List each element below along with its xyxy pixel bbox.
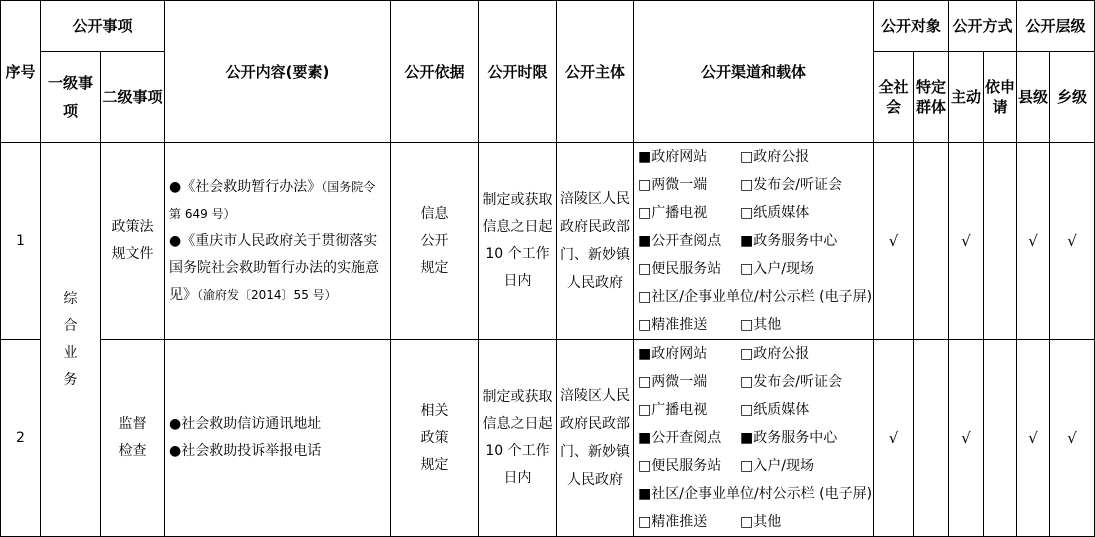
tier-township-mark: √ [1050,340,1095,537]
channel-option: □两微一端 [638,177,708,193]
header-content: 公开内容(要素) [165,1,391,143]
level1-category-text: 综合业务 [63,290,78,388]
header-method-active: 主动 [949,52,984,143]
basis-cell [391,143,479,340]
level2-item [101,340,165,537]
header-time-limit: 公开时限 [479,1,557,143]
tier-county-mark: √ [1017,143,1050,340]
channel-row [638,396,871,424]
channel-option: □社区/企事业单位/村公示栏 (电子屏) [638,289,873,305]
method-active-mark: √ [949,143,984,340]
channel-row [638,227,871,255]
channels-cell [634,340,874,537]
subject-text: 涪陵区人民政府民政部门、新妙镇人民政府 [560,191,631,291]
channel-row [638,199,871,227]
header-target-specific: 特定群体 [914,52,949,143]
channel-option: □入户/现场 [740,261,814,277]
channel-option: ■公开查阅点 [638,430,722,446]
channel-row [638,424,871,452]
content-cell [165,143,391,340]
channel-option: □精准推送 [638,317,708,333]
channel-row [638,311,871,339]
content-doc: ●《社会救助暂行办法》 [169,178,322,195]
content-item [169,174,386,228]
channel-option: □政府公报 [740,149,810,165]
time-limit-cell [479,143,557,340]
basis-text: 信息公开规定 [420,205,449,276]
header-tier-county: 县级 [1017,52,1050,143]
subject-text: 涪陵区人民政府民政部门、新妙镇人民政府 [560,388,631,488]
content-doc: ●《重庆市人民政府关于贯彻落实国务院社会救助暂行办法的实施意见》 [169,232,380,303]
basis-cell [391,340,479,537]
channel-option: □便民服务站 [638,458,722,474]
channel-option: □两微一端 [638,374,708,390]
header-level2: 二级事项 [101,52,165,143]
channel-option: □发布会/听证会 [740,177,842,193]
channel-option: □政府公报 [740,346,810,362]
channel-option: □广播电视 [638,402,708,418]
channel-option: □其他 [740,317,782,333]
row-seq: 2 [1,340,41,537]
content-item [169,411,386,438]
content-note: （国务院令第 649 号） [169,179,376,221]
channel-row [638,340,871,368]
target-specific-mark [914,143,949,340]
channel-option: □便民服务站 [638,261,722,277]
header-subject: 公开主体 [557,1,634,143]
content-note: （渝府发〔2014〕55 号） [197,287,337,302]
channel-option: ■政务服务中心 [740,233,838,249]
channel-option: ■政府网站 [638,149,708,165]
method-apply-mark [984,143,1017,340]
level1-category [41,143,101,537]
method-active-mark: √ [949,340,984,537]
header-tier: 公开层级 [1017,1,1095,52]
header-tier-township: 乡级 [1050,52,1095,143]
tier-county-mark: √ [1017,340,1050,537]
channel-option: □入户/现场 [740,458,814,474]
method-apply-mark [984,340,1017,537]
channel-row [638,171,871,199]
header-disclosure-item: 公开事项 [41,1,165,52]
channel-row [638,255,871,283]
table-row [1,340,1095,537]
channel-option: ■社区/企事业单位/村公示栏 (电子屏) [638,486,873,502]
header-level1: 一级事项 [41,52,101,143]
channel-option: □广播电视 [638,205,708,221]
channel-option: ■政府网站 [638,346,708,362]
channel-option: ■公开查阅点 [638,233,722,249]
channel-row [638,508,871,536]
table-row [1,143,1095,340]
tier-township-mark: √ [1050,143,1095,340]
target-specific-mark [914,340,949,537]
channel-row [638,368,871,396]
channel-option: □其他 [740,514,782,530]
content-doc: ●社会救助信访通讯地址 [169,416,322,432]
header-target: 公开对象 [874,1,949,52]
channel-option: □发布会/听证会 [740,374,842,390]
basis-text: 相关政策规定 [420,402,449,473]
channel-option: ■政务服务中心 [740,430,838,446]
channels-cell [634,143,874,340]
target-all-mark: √ [874,340,914,537]
header-method: 公开方式 [949,1,1017,52]
content-item [169,228,386,309]
subject-cell [557,143,634,340]
header-channels: 公开渠道和载体 [634,1,874,143]
content-item [169,438,386,465]
time-limit-text: 制定或获取信息之日起 10 个工作日内 [482,389,553,486]
content-cell [165,340,391,537]
header-target-all: 全社会 [874,52,914,143]
row-seq: 1 [1,143,41,340]
content-doc: ●社会救助投诉举报电话 [169,443,322,459]
header-basis: 公开依据 [391,1,479,143]
channel-row [638,143,871,171]
channel-option: □纸质媒体 [740,205,810,221]
header-seq: 序号 [1,1,41,143]
level2-text: 政策法规文件 [111,219,154,262]
channel-row [638,452,871,480]
level2-text: 监督检查 [118,416,147,459]
time-limit-text: 制定或获取信息之日起 10 个工作日内 [482,192,553,289]
subject-cell [557,340,634,537]
channel-option: □精准推送 [638,514,708,530]
level2-item [101,143,165,340]
header-method-apply: 依申请 [984,52,1017,143]
target-all-mark: √ [874,143,914,340]
time-limit-cell [479,340,557,537]
channel-option: □纸质媒体 [740,402,810,418]
